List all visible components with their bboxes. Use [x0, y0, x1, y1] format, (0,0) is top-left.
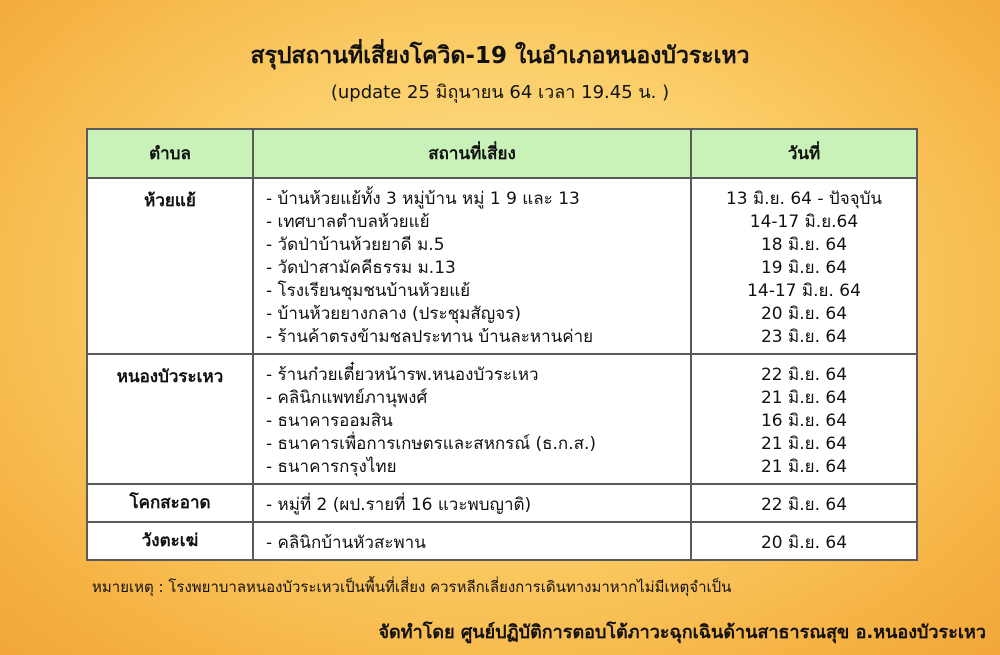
places-cell	[253, 484, 691, 522]
table-row	[87, 354, 917, 484]
date-item: 23 มิ.ย. 64	[760, 327, 848, 347]
place-item: - วัดป่าสามัคคีธรรม ม.13	[266, 258, 456, 278]
place-item: - วัดป่าบ้านห้วยยาดี ม.5	[266, 235, 445, 255]
places-cell	[253, 522, 691, 560]
date-item: 19 มิ.ย. 64	[760, 258, 848, 278]
header-district: ตำบล	[87, 129, 253, 178]
dates-cell	[691, 178, 917, 354]
place-item: - ธนาคารกรุงไทย	[266, 457, 397, 477]
date-item: 21 มิ.ย. 64	[760, 388, 848, 408]
table-row	[87, 484, 917, 522]
place-item: - ธนาคารเพื่อการเกษตรและสหกรณ์ (ธ.ก.ส.)	[266, 434, 597, 454]
dates-cell	[691, 484, 917, 522]
table-row	[87, 522, 917, 560]
place-item: - คลินิกแพทย์ภานุพงศ์	[266, 388, 428, 408]
places-cell	[253, 178, 691, 354]
footer-credit: จัดทำโดย ศูนย์ปฏิบัติการตอบโต้ภาวะฉุกเฉินด้านสาธารณสุข อ.หนองบัวระเหว	[378, 622, 986, 643]
header-places: สถานที่เสี่ยง	[253, 129, 691, 178]
date-item: 21 มิ.ย. 64	[760, 457, 848, 477]
date-item: 18 มิ.ย. 64	[760, 235, 848, 255]
district-cell: วังตะเฆ่	[87, 522, 253, 560]
date-item: 22 มิ.ย. 64	[760, 495, 848, 515]
date-item: 13 มิ.ย. 64 - ปัจจุบัน	[725, 189, 883, 209]
remark-note: หมายเหตุ : โรงพยาบาลหนองบัวระเหวเป็นพื้นที่เสี่ยง ควรหลีกเลี่ยงการเดินทางมาหากไม่มีเหตุจำเป็น	[92, 578, 732, 596]
place-item: - ร้านค้าตรงข้ามชลประทาน บ้านละหานค่าย	[266, 327, 594, 347]
date-item: 22 มิ.ย. 64	[760, 365, 848, 385]
district-cell: หนองบัวระเหว	[87, 354, 253, 484]
header-dates: วันที่	[691, 129, 917, 178]
date-item: 14-17 มิ.ย.64	[749, 212, 859, 232]
dates-cell	[691, 354, 917, 484]
place-item: - คลินิกบ้านหัวสะพาน	[266, 533, 426, 553]
place-item: - เทศบาลตำบลห้วยแย้	[266, 212, 430, 232]
district-cell: ห้วยแย้	[87, 178, 253, 354]
update-subtitle: (update 25 มิถุนายน 64 เวลา 19.45 น. )	[330, 82, 670, 103]
page-title: สรุปสถานที่เสี่ยงโควิด-19 ในอำเภอหนองบัวระเหว	[250, 43, 750, 69]
place-item: - ร้านก๋วยเตี๋ยวหน้ารพ.หนองบัวระเหว	[266, 365, 539, 385]
date-item: 16 มิ.ย. 64	[760, 411, 848, 431]
district-cell: โคกสะอาด	[87, 484, 253, 522]
place-item: - โรงเรียนชุมชนบ้านห้วยแย้	[266, 281, 471, 301]
table-row	[87, 178, 917, 354]
date-item: 20 มิ.ย. 64	[760, 533, 848, 553]
place-item: - บ้านห้วยแย้ทั้ง 3 หมู่บ้าน หมู่ 1 9 และ 13	[266, 189, 580, 209]
risk-places-table	[86, 128, 918, 561]
dates-cell	[691, 522, 917, 560]
place-item: - ธนาคารออมสิน	[266, 411, 393, 431]
places-cell	[253, 354, 691, 484]
place-item: - หมู่ที่ 2 (ผป.รายที่ 16 แวะพบญาติ)	[266, 495, 532, 515]
date-item: 21 มิ.ย. 64	[760, 434, 848, 454]
date-item: 20 มิ.ย. 64	[760, 304, 848, 324]
place-item: - บ้านห้วยยางกลาง (ประชุมสัญจร)	[266, 304, 521, 324]
table-header-row	[87, 129, 917, 178]
date-item: 14-17 มิ.ย. 64	[747, 281, 861, 301]
